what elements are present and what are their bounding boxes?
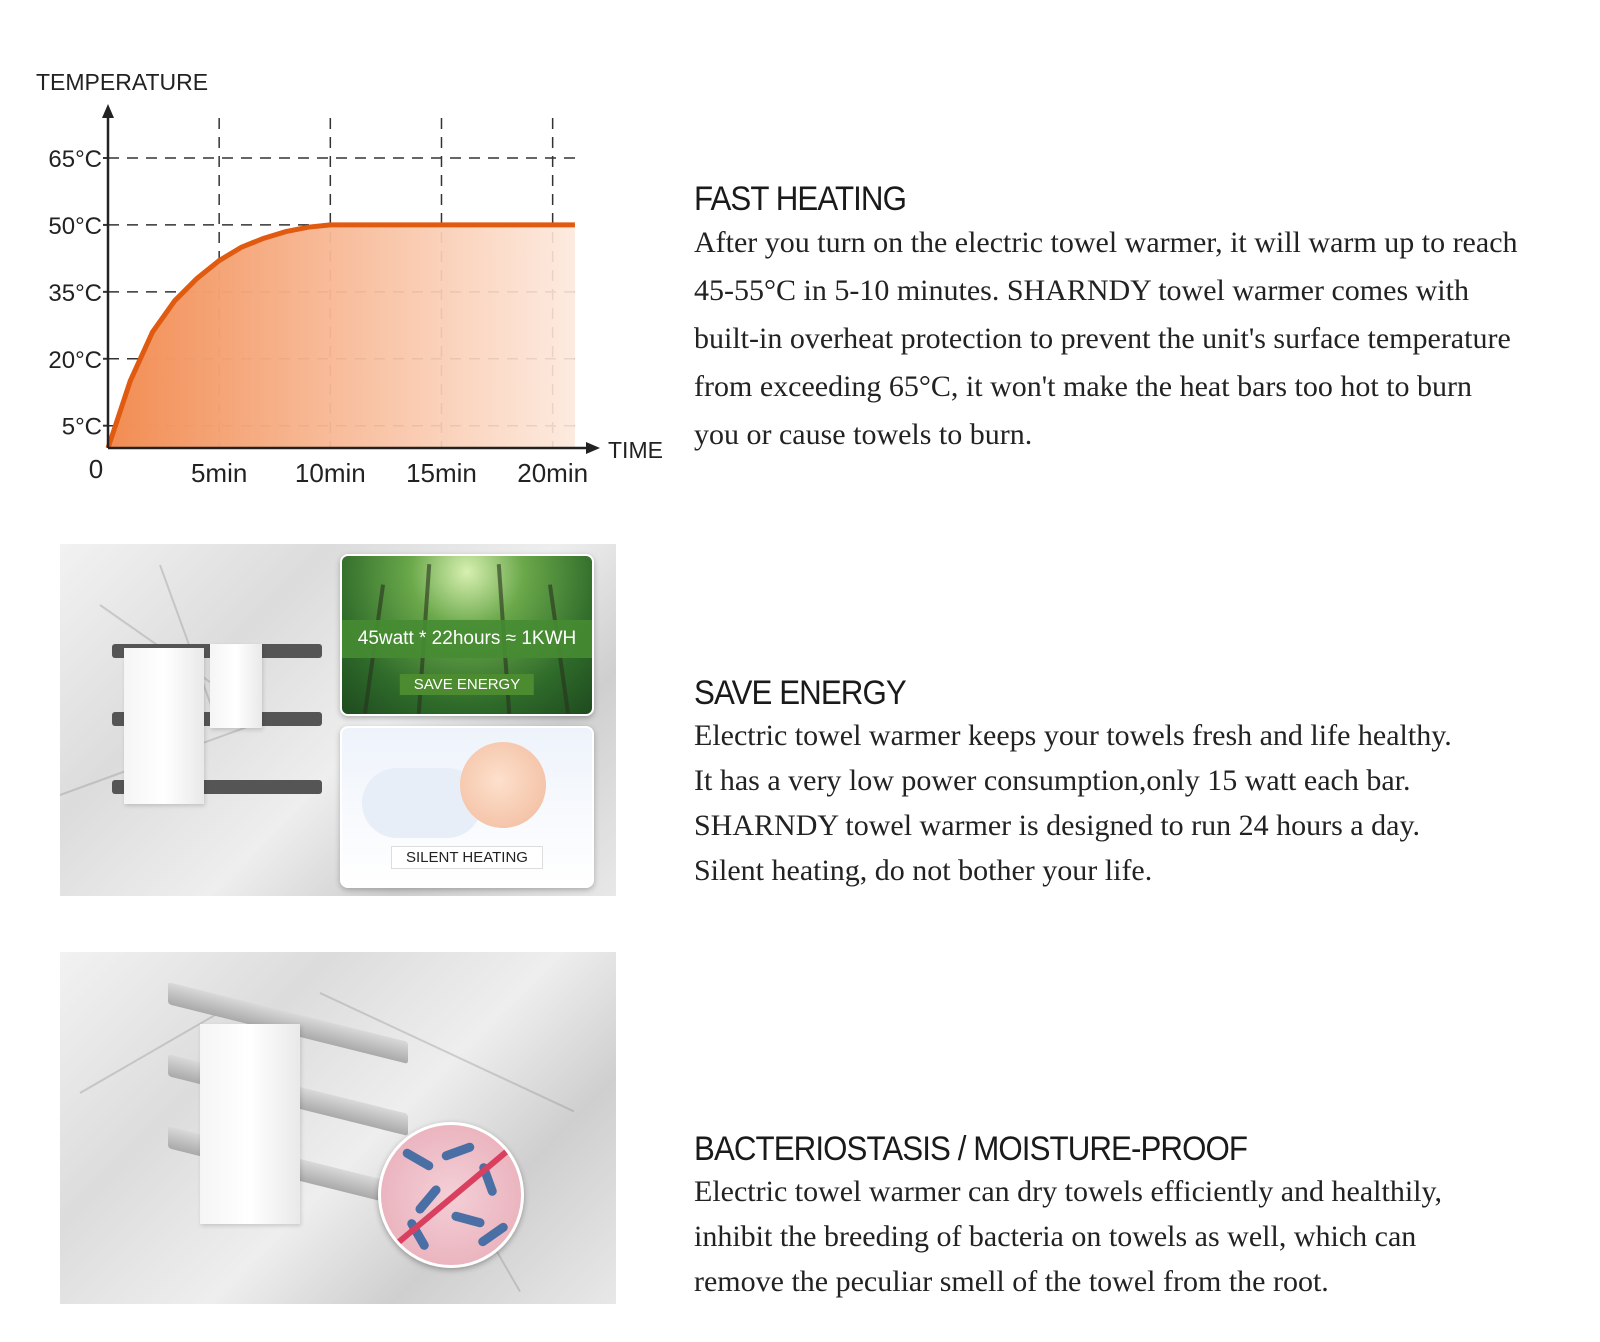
section-line: inhibit the breeding of bacteria on towels as well, which can (694, 1220, 1417, 1253)
y-axis-title: TEMPERATURE (36, 69, 209, 95)
y-tick-label: 50°C (48, 212, 102, 240)
bacteria-blocked-icon (378, 1122, 524, 1268)
section-title: FAST HEATING (694, 180, 907, 218)
section-line: remove the peculiar smell of the towel from the root. (694, 1265, 1329, 1298)
temperature-chart (0, 0, 680, 500)
section-title: BACTERIOSTASIS / MOISTURE-PROOF (694, 1130, 1248, 1168)
section-line: Electric towel warmer keeps your towels fresh and life healthy. (694, 719, 1452, 752)
y-tick-label: 35°C (48, 279, 102, 307)
save-energy-card (340, 554, 594, 716)
silent-heating-card (340, 726, 594, 888)
section-fast-heating (694, 180, 1574, 459)
heating-curve-area (108, 225, 575, 448)
section-body: After you turn on the electric towel warmer, it will warm up to reach 45-55°C in 5-10 minutes. SHARNDY towel warmer comes with built-in overheat protection to prevent the unit's surface temperature from exceeding 65°C, it won't make the heat bars too hot to burn you or cause towels to burn. (694, 226, 1518, 451)
x-axis-title: TIME (608, 437, 663, 463)
silent-heating-label: SILENT HEATING (391, 846, 543, 869)
x-tick-label: 10min (294, 458, 366, 488)
section-title: SAVE ENERGY (694, 674, 906, 712)
towel-warmer-photo-energy (60, 544, 616, 896)
section-line: It has a very low power consumption,only 15 watt each bar. (694, 764, 1411, 797)
origin-label: 0 (88, 454, 104, 484)
x-tick-label: 5min (190, 458, 248, 488)
section-save-energy (694, 674, 1574, 893)
section-line: Electric towel warmer can dry towels efficiently and healthily, (694, 1175, 1443, 1208)
x-tick-label: 15min (406, 458, 477, 488)
towel (200, 1024, 300, 1224)
towel (124, 648, 204, 804)
x-tick-label: 20min (517, 458, 589, 488)
section-line: SHARNDY towel warmer is designed to run 24 hours a day. (694, 809, 1420, 842)
baby-head (460, 742, 546, 828)
section-line: Silent heating, do not bother your life. (694, 854, 1153, 887)
section-bacteriostasis (694, 1130, 1574, 1304)
y-tick-label: 65°C (48, 146, 102, 173)
y-tick-label: 20°C (48, 346, 102, 374)
x-axis-arrow (586, 442, 600, 454)
save-energy-label: SAVE ENERGY (400, 674, 534, 695)
towel (210, 644, 262, 728)
energy-formula: 45watt * 22hours ≈ 1KWH (342, 620, 592, 658)
towel-warmer-photo-bacteria (60, 952, 616, 1304)
y-tick-label: 5°C (61, 413, 102, 441)
y-axis-arrow (102, 104, 114, 118)
